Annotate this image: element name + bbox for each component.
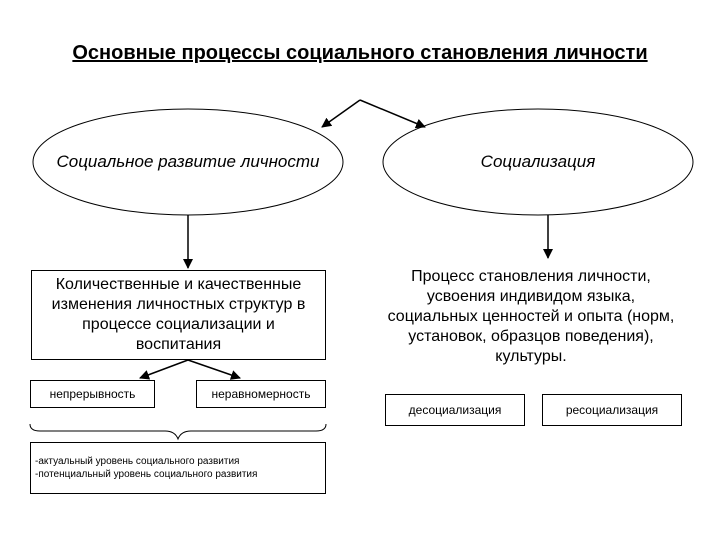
diagram-title: Основные процессы социального становления личности bbox=[72, 42, 648, 64]
right-description-text: Процесс становления личности, усвоения индивидом языка, социальных ценностей и опыта (норм, установок, образцов поведения), культуры. bbox=[387, 268, 675, 365]
sub-item-resocialization-label: ресоциализация bbox=[565, 403, 659, 417]
level-actual: -актуальный уровень социального развития bbox=[35, 456, 240, 467]
curly-brace bbox=[30, 424, 326, 439]
sub-item-continuity bbox=[30, 380, 155, 408]
arrow-to-unevenness bbox=[188, 360, 240, 378]
right-description-box bbox=[383, 260, 679, 374]
arrow-title-to-right bbox=[360, 100, 425, 127]
left-ellipse-label: Социальное развитие личности bbox=[56, 152, 320, 171]
arrow-title-to-left bbox=[322, 100, 360, 127]
sub-item-resocialization bbox=[542, 394, 682, 426]
sub-item-desocialization bbox=[385, 394, 525, 426]
right-ellipse-label: Социализация bbox=[480, 152, 596, 171]
sub-item-unevenness bbox=[196, 380, 326, 408]
levels-box bbox=[30, 442, 326, 494]
left-description-text: Количественные и качественные изменения личностных структур в процессе социализации и воспитания bbox=[51, 276, 306, 353]
sub-item-unevenness-label: неравномерность bbox=[211, 387, 311, 401]
arrow-to-continuity bbox=[140, 360, 188, 378]
sub-item-desocialization-label: десоциализация bbox=[408, 403, 502, 417]
sub-item-continuity-label: непрерывность bbox=[49, 387, 136, 401]
level-potential: -потенциальный уровень социального развития bbox=[35, 469, 258, 480]
left-description-box bbox=[31, 270, 326, 360]
